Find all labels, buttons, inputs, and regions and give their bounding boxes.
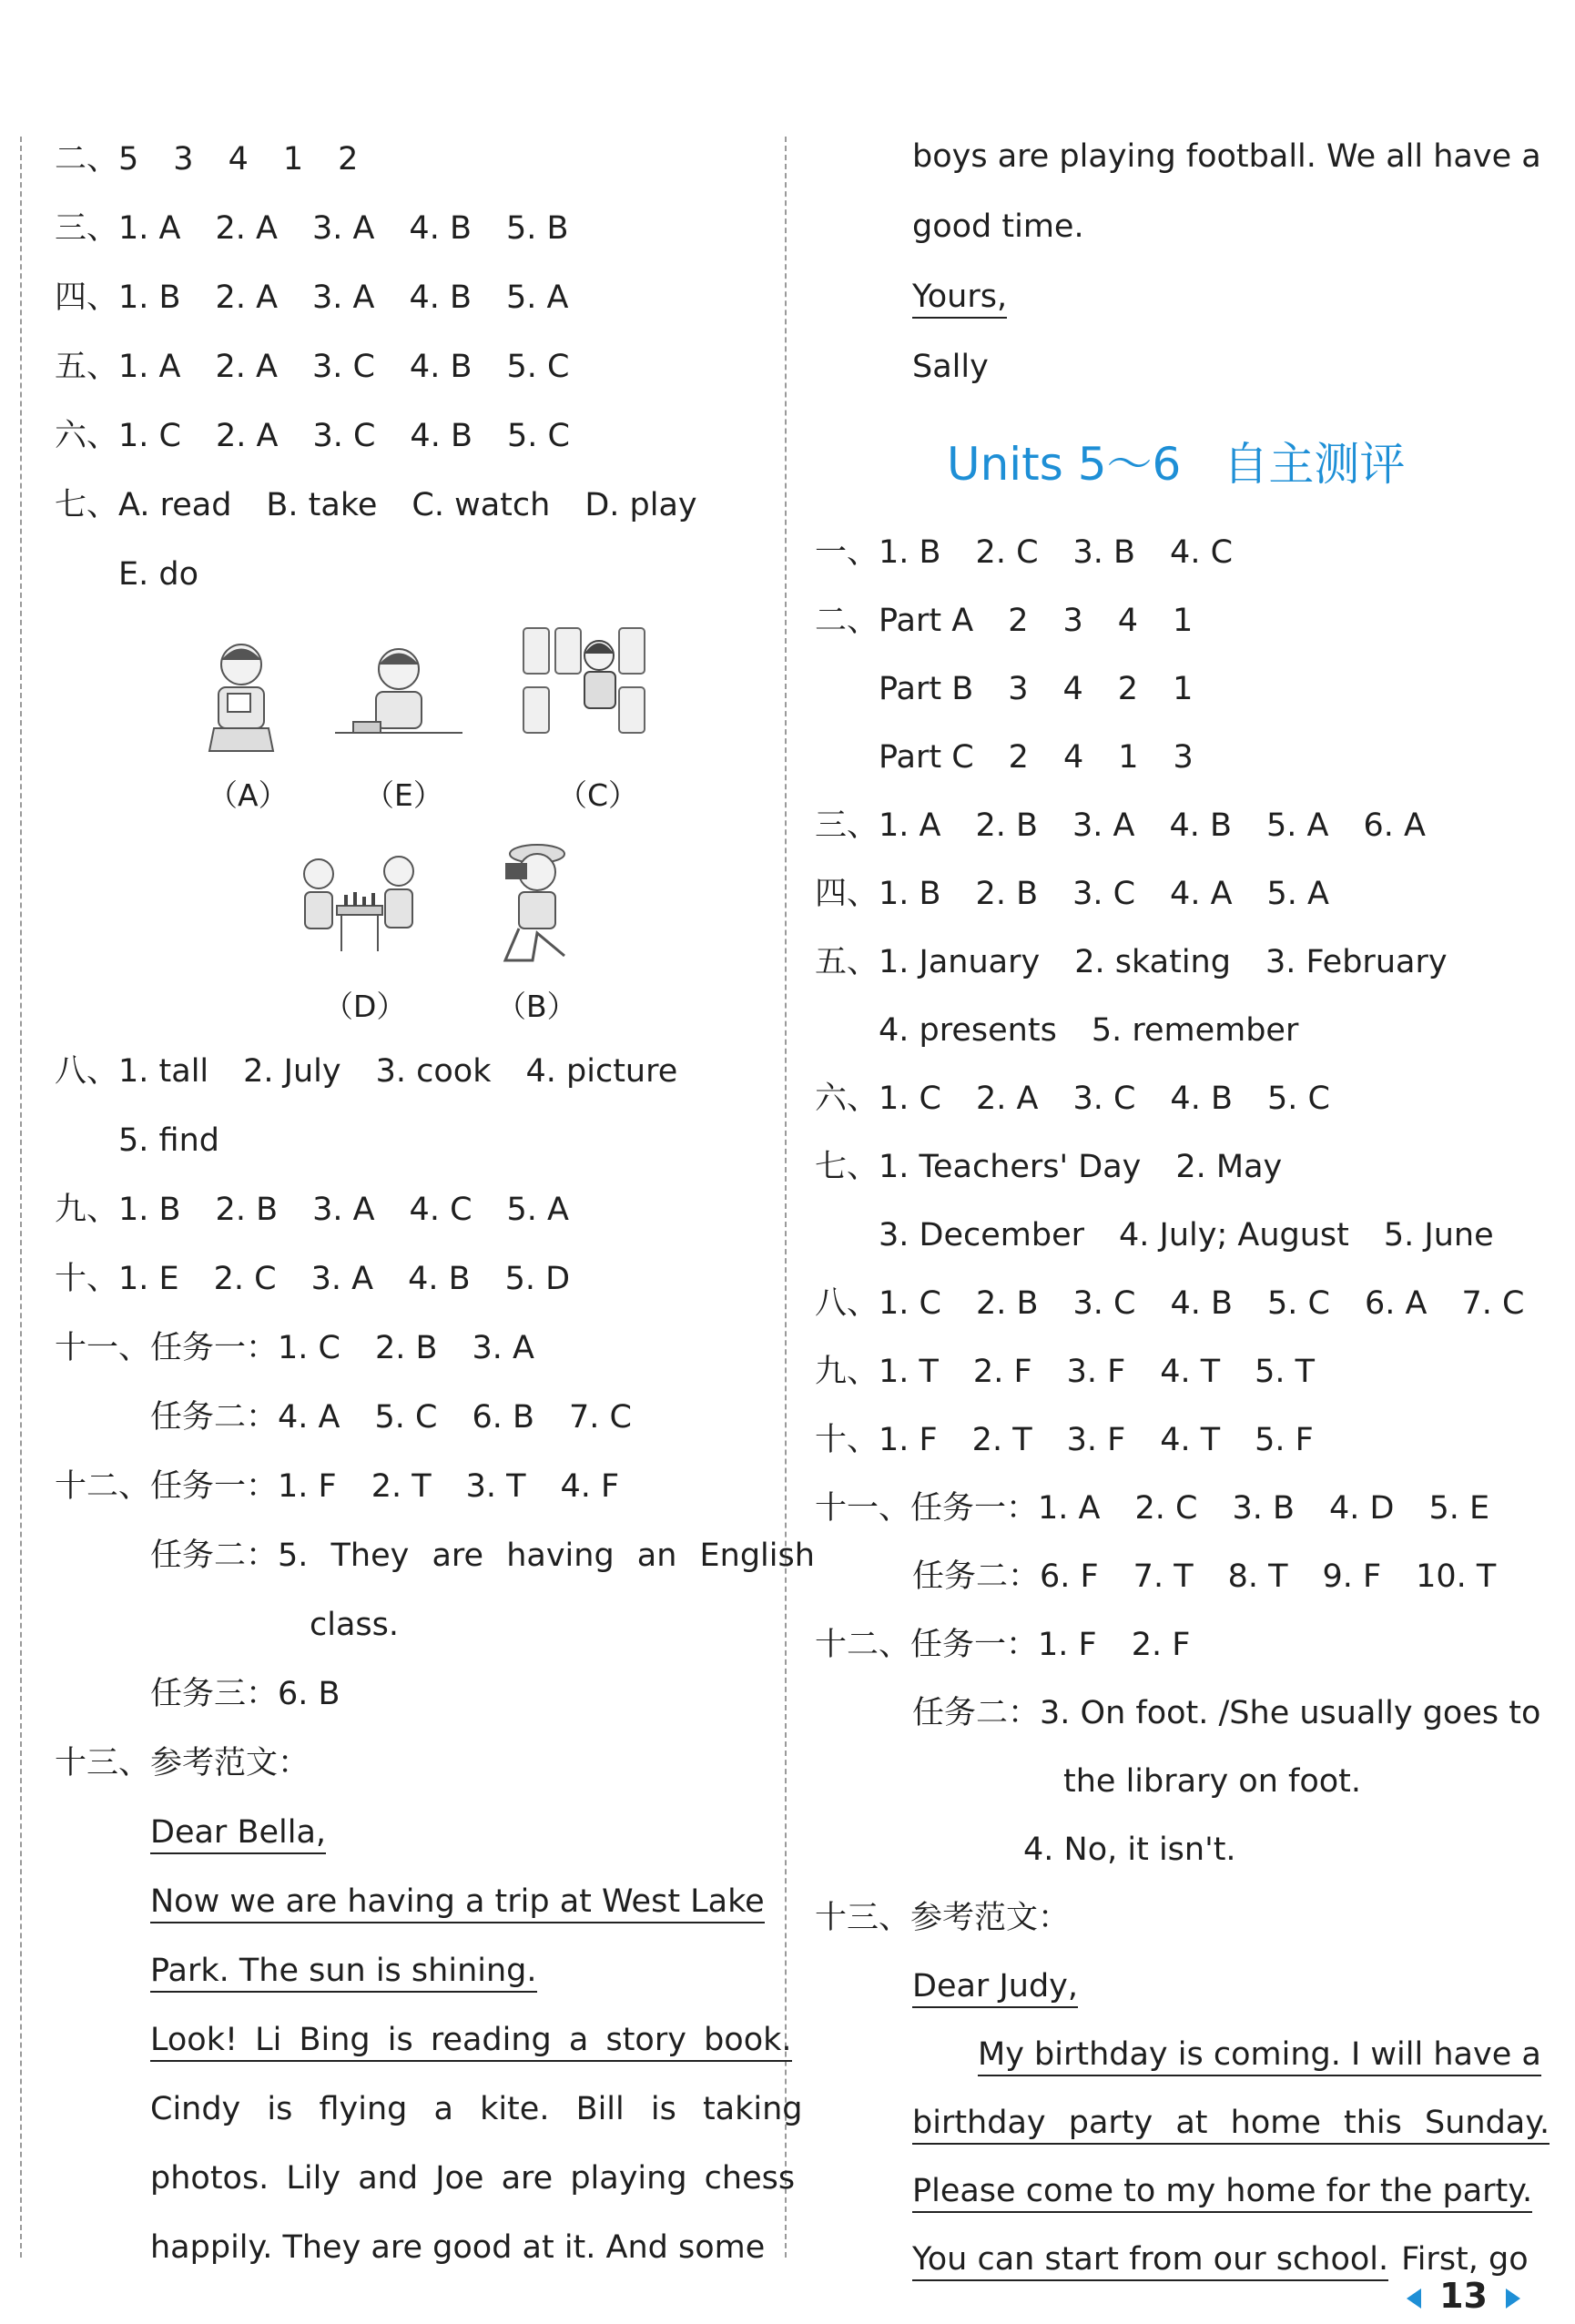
left-q12-task3: 任务三：6. B	[150, 1676, 340, 1712]
left-q8: 八、1. tall 2. July 3. cook 4. picture	[55, 1053, 678, 1090]
right-essay-line-5: You can start from our school. First, go	[912, 2244, 1529, 2276]
picture-e-writing-icon	[335, 642, 462, 760]
left-q11-task2: 任务二：4. A 5. C 6. B 7. C	[150, 1399, 632, 1436]
page-number: 13	[1407, 2276, 1520, 2316]
left-q6: 六、1. C 2. A 3. C 4. B 5. C	[55, 418, 570, 454]
right-letter-end-4: Sally	[912, 349, 989, 385]
left-essay-line-6: photos. Lily and Joe are playing chess	[150, 2160, 796, 2197]
picture-c-cinema-icon	[519, 619, 655, 756]
left-q7-cont: E. do	[118, 556, 198, 593]
right-q1: 一、1. B 2. C 3. B 4. C	[815, 534, 1234, 571]
next-arrow-icon	[1506, 2288, 1520, 2309]
left-q2: 二、5 3 4 1 2	[55, 141, 359, 178]
left-q3: 三、1. A 2. A 3. A 4. B 5. B	[55, 210, 569, 247]
left-q5: 五、1. A 2. A 3. C 4. B 5. C	[55, 349, 570, 385]
left-q7: 七、A. read B. take C. watch D. play	[55, 487, 697, 523]
right-q4: 四、1. B 2. B 3. C 4. A 5. A	[815, 876, 1329, 912]
right-q2-partA: 二、Part A 2 3 4 1	[815, 603, 1194, 639]
right-essay-line-3: birthday party at home this Sunday.	[912, 2107, 1550, 2139]
left-q8-cont: 5. find	[118, 1122, 219, 1159]
left-essay-line-4: Look! Li Bing is reading a story book.	[150, 2025, 792, 2056]
right-q10: 十、1. F 2. T 3. F 4. T 5. F	[815, 1422, 1314, 1458]
right-letter-end-3: Yours,	[912, 281, 1007, 313]
right-q5-cont: 4. presents 5. remember	[879, 1012, 1299, 1049]
left-essay-line-7: happily. They are good at it. And some	[150, 2229, 766, 2266]
right-q7: 七、1. Teachers' Day 2. May	[815, 1149, 1283, 1185]
right-q12-task2: 任务二：3. On foot. /She usually goes to	[912, 1695, 1541, 1731]
center-divider	[785, 137, 787, 2258]
right-q6: 六、1. C 2. A 3. C 4. B 5. C	[815, 1081, 1330, 1117]
left-q10: 十、1. E 2. C 3. A 4. B 5. D	[55, 1261, 571, 1297]
left-q12-task2: 任务二：5. They are having an English	[150, 1537, 815, 1574]
right-q7-cont: 3. December 4. July; August 5. June	[879, 1217, 1494, 1253]
right-q2-partB: Part B 3 4 2 1	[879, 671, 1194, 707]
left-margin-rule	[20, 137, 22, 2258]
right-q11-task1: 十一、任务一：1. A 2. C 3. B 4. D 5. E	[815, 1490, 1490, 1527]
picture-c-label: （C）	[557, 777, 639, 813]
right-q12-task1: 十二、任务一：1. F 2. F	[815, 1627, 1191, 1663]
left-essay-line-1: Dear Bella,	[150, 1817, 326, 1849]
left-q11-task1: 十一、任务一：1. C 2. B 3. A	[55, 1330, 534, 1366]
picture-b-camera-icon	[487, 837, 587, 969]
right-q3: 三、1. A 2. B 3. A 4. B 5. A 6. A	[815, 807, 1426, 844]
section-title: Units 5～6 自主测评	[947, 438, 1406, 491]
right-q9: 九、1. T 2. F 3. F 4. T 5. T	[815, 1354, 1316, 1390]
right-q13-label: 十三、参考范文：	[815, 1900, 1071, 1936]
right-q2-partC: Part C 2 4 1 3	[879, 739, 1194, 776]
picture-e-label: （E）	[364, 777, 443, 813]
right-essay-line-2: My birthday is coming. I will have a	[978, 2039, 1541, 2071]
right-q12-task2-cont: the library on foot.	[1063, 1763, 1362, 1800]
right-q8: 八、1. C 2. B 3. C 4. B 5. C 6. A 7. C	[815, 1285, 1525, 1322]
prev-arrow-icon	[1407, 2288, 1421, 2309]
left-essay-line-2: Now we are having a trip at West Lake	[150, 1886, 765, 1918]
right-q11-task2: 任务二：6. F 7. T 8. T 9. F 10. T	[912, 1558, 1497, 1595]
picture-d-chess-icon	[291, 851, 428, 969]
left-q9: 九、1. B 2. B 3. A 4. C 5. A	[55, 1192, 569, 1228]
left-essay-line-5: Cindy is flying a kite. Bill is taking	[150, 2091, 803, 2127]
picture-d-label: （D）	[323, 989, 407, 1024]
picture-b-label: （B）	[496, 989, 577, 1024]
right-essay-line-1: Dear Judy,	[912, 1971, 1078, 2003]
right-letter-end-1: boys are playing football. We all have a	[912, 138, 1541, 175]
picture-a-label: （A）	[208, 777, 289, 813]
right-q5: 五、1. January 2. skating 3. February	[815, 944, 1448, 980]
right-essay-line-4: Please come to my home for the party.	[912, 2176, 1532, 2207]
left-essay-line-3: Park. The sun is shining.	[150, 1955, 537, 1987]
left-q12-task2-cont: class.	[310, 1607, 400, 1643]
left-q13-label: 十三、参考范文：	[55, 1745, 310, 1781]
right-q12-answer4: 4. No, it isn't.	[1023, 1832, 1236, 1868]
left-q4: 四、1. B 2. A 3. A 4. B 5. A	[55, 279, 569, 316]
left-q12-task1: 十二、任务一：1. F 2. T 3. T 4. F	[55, 1468, 620, 1505]
right-letter-end-2: good time.	[912, 208, 1084, 245]
picture-a-reading-icon	[200, 637, 282, 765]
